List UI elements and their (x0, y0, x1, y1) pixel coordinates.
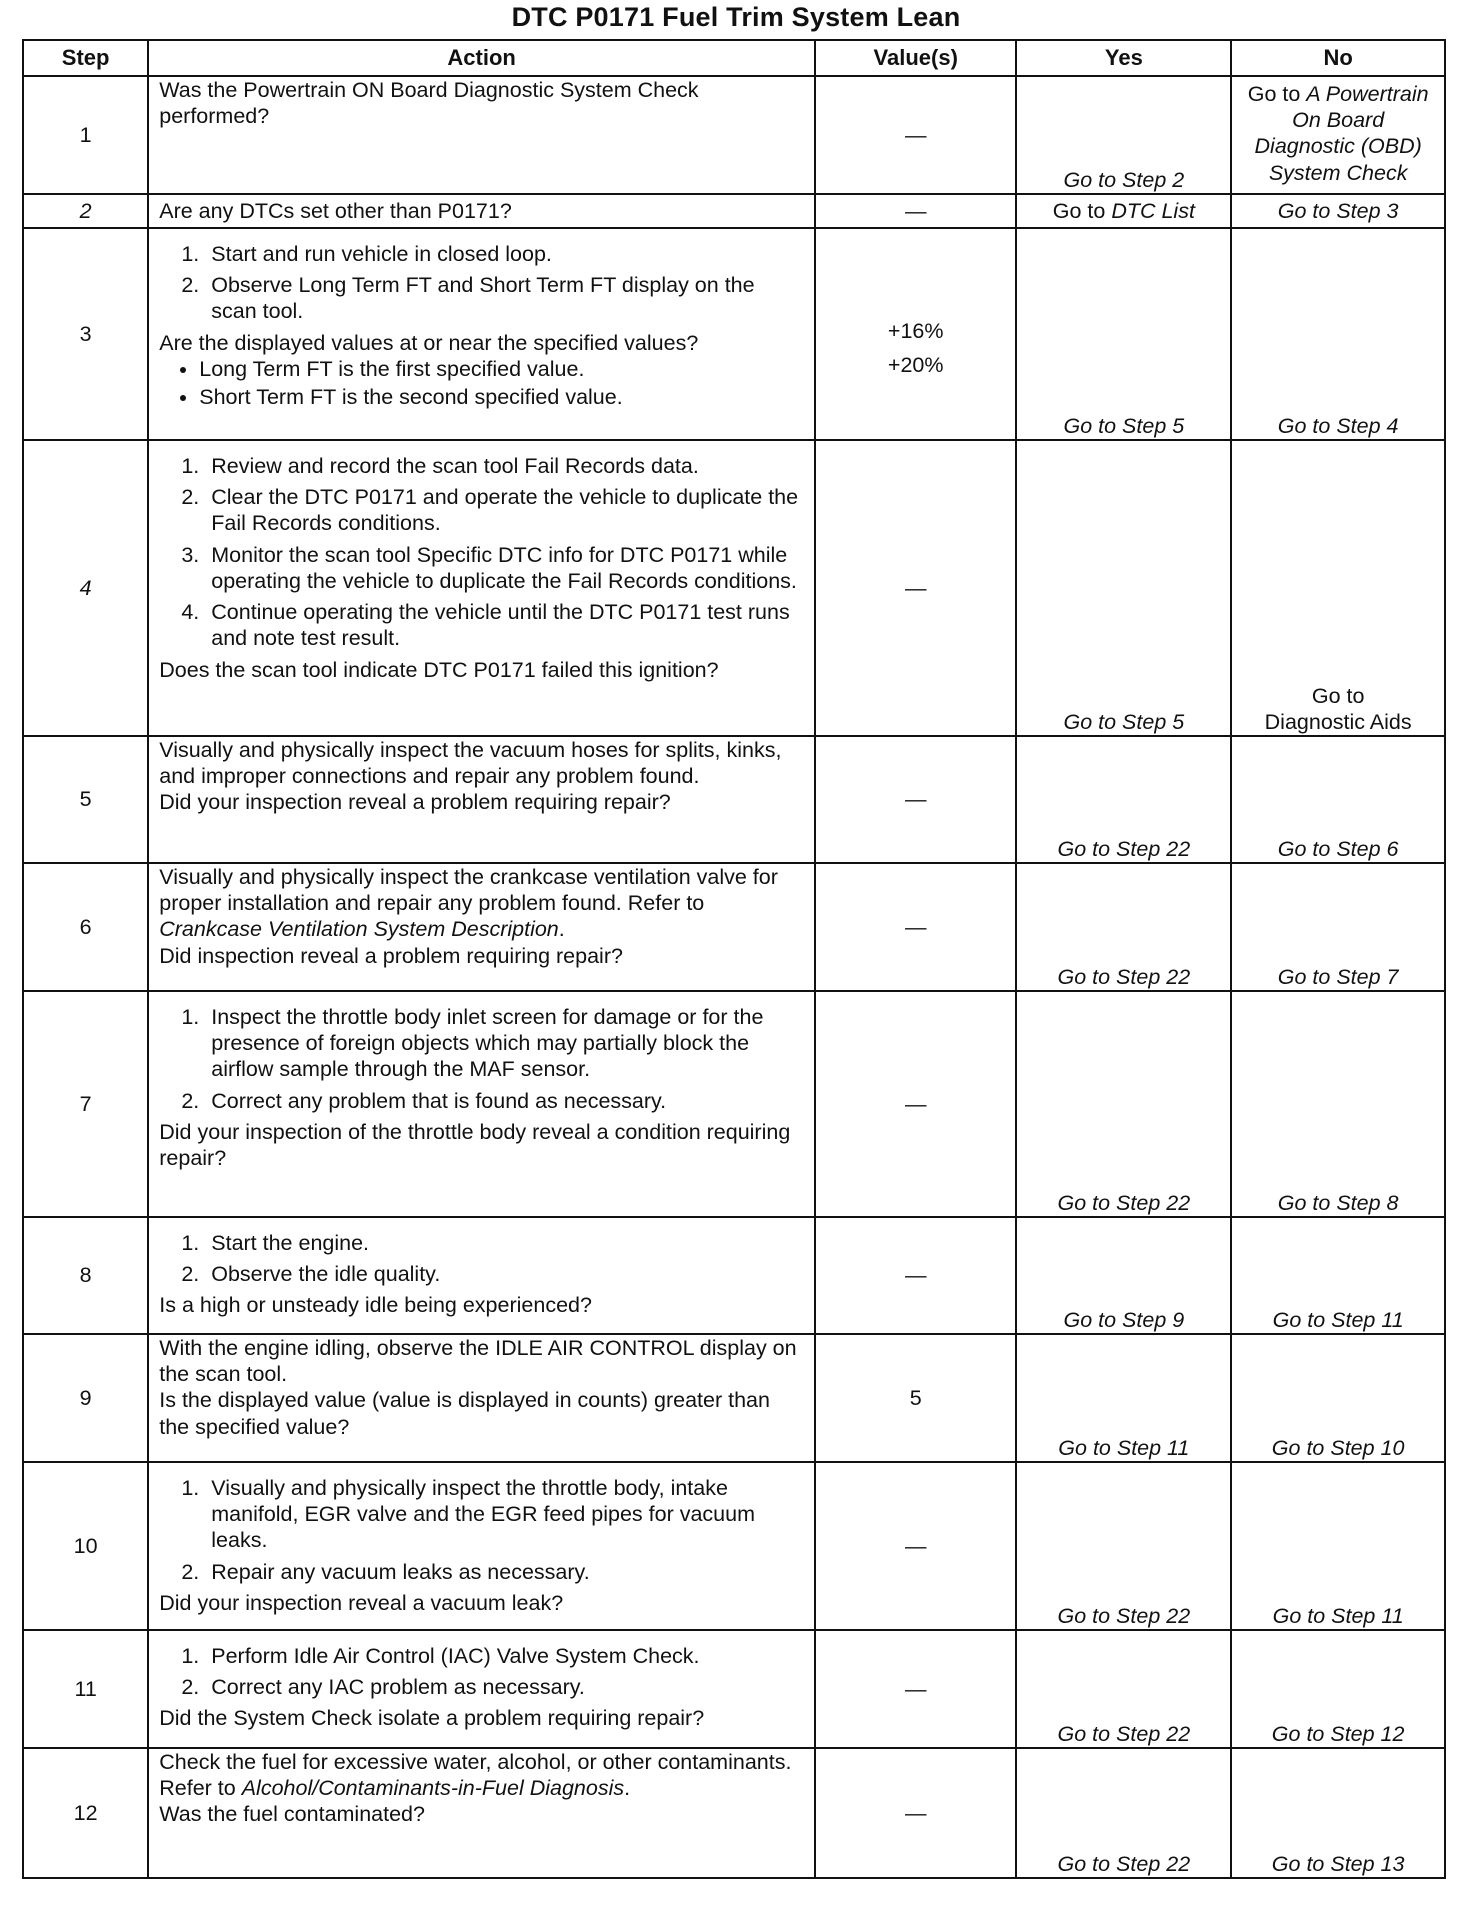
yes-cell: Go to Step 22 (1016, 1462, 1231, 1630)
value-cell: — (815, 194, 1016, 228)
yes-cell: Go to Step 22 (1016, 1748, 1231, 1878)
yes-cell: Go to Step 22 (1016, 736, 1231, 863)
value-cell: — (815, 1462, 1016, 1630)
step-number: 8 (23, 1217, 148, 1334)
value-cell: — (815, 736, 1016, 863)
yes-cell: Go to Step 22 (1016, 991, 1231, 1217)
no-cell: Go to Step 11 (1231, 1217, 1445, 1334)
instruction-item: 1. Perform Idle Air Control (IAC) Valve System Check. (205, 1643, 804, 1669)
table-row (23, 76, 1445, 194)
value-cell: — (815, 76, 1016, 194)
instruction-item: 1. Review and record the scan tool Fail Records data. (205, 453, 804, 479)
step-number: 3 (23, 228, 148, 440)
no-cell: Go to Step 11 (1231, 1462, 1445, 1630)
action-cell (148, 1630, 815, 1748)
step-number: 1 (23, 76, 148, 194)
instruction-item: 2. Observe Long Term FT and Short Term FT display on the scan tool. (205, 272, 804, 324)
table-header-row (23, 40, 1445, 76)
instruction-item: 4. Continue operating the vehicle until the DTC P0171 test runs and note test result. (205, 599, 804, 651)
instruction-list (159, 1475, 804, 1585)
instruction-item: 2. Repair any vacuum leaks as necessary. (205, 1559, 804, 1585)
step-number: 2 (23, 194, 148, 228)
header-step: Step (23, 40, 148, 76)
refer-suffix: . (558, 917, 565, 942)
yes-cell: Go to Step 9 (1016, 1217, 1231, 1334)
instruction-item: 1. Start the engine. (205, 1230, 804, 1256)
value-short-term-ft: +20% (887, 353, 944, 377)
no-link-obd-system-check: A Powertrain On Board Diagnostic (OBD) System Check (1254, 82, 1429, 185)
action-cell (148, 736, 815, 863)
value-cell: — (815, 1217, 1016, 1334)
table-row (23, 1334, 1445, 1462)
yes-cell (1016, 194, 1231, 228)
instruction-item: 2. Correct any problem that is found as necessary. (205, 1088, 804, 1114)
step-number: 12 (23, 1748, 148, 1878)
refer-suffix: . (624, 1776, 631, 1801)
action-cell (148, 194, 815, 228)
action-cell (148, 1334, 815, 1462)
table-row (23, 1462, 1445, 1630)
refer-prefix: Refer to (159, 1776, 242, 1801)
step-number: 9 (23, 1334, 148, 1462)
table-row (23, 1748, 1445, 1878)
no-cell: Go to Step 3 (1231, 194, 1445, 228)
instruction-item: 1. Visually and physically inspect the throttle body, intake manifold, EGR valve and the EGR feed pipes for vacuum leaks. (205, 1475, 804, 1554)
action-instruction (159, 1749, 804, 1801)
action-instruction: Visually and physically inspect the vacuum hoses for splits, kinks, and improper connections and repair any problem found. (159, 738, 782, 789)
action-question: Does the scan tool indicate DTC P0171 failed this ignition? (159, 657, 719, 682)
step-number: 5 (23, 736, 148, 863)
value-cell (815, 228, 1016, 440)
instruction-item: 2. Correct any IAC problem as necessary. (205, 1674, 804, 1700)
header-values: Value(s) (815, 40, 1016, 76)
step-number: 10 (23, 1462, 148, 1630)
table-row (23, 736, 1445, 863)
no-cell: Go to Step 8 (1231, 991, 1445, 1217)
yes-cell: Go to Step 11 (1016, 1334, 1231, 1462)
bullet-item: • Long Term FT is the first specified value. (199, 356, 804, 382)
action-question: Are the displayed values at or near the specified values? (159, 330, 699, 355)
step-number: 11 (23, 1630, 148, 1748)
action-cell (148, 863, 815, 991)
value-cell: — (815, 1630, 1016, 1748)
value-cell: — (815, 863, 1016, 991)
no-cell: Go to Step 4 (1231, 228, 1445, 440)
action-cell (148, 76, 815, 194)
no-cell (1231, 440, 1445, 736)
no-cell: Go to Step 12 (1231, 1630, 1445, 1748)
action-question: Is a high or unsteady idle being experienced? (159, 1293, 592, 1318)
action-cell (148, 1748, 815, 1878)
yes-link-dtc-list: DTC List (1111, 198, 1195, 223)
table-row (23, 863, 1445, 991)
instruction-list (159, 1643, 804, 1700)
reference-crankcase-ventilation: Crankcase Ventilation System Description (159, 917, 559, 942)
action-question: Did inspection reveal a problem requiring repair? (159, 943, 623, 968)
action-question: Did your inspection reveal a problem requiring repair? (159, 790, 671, 815)
instruction-list (159, 1004, 804, 1114)
table-row (23, 440, 1445, 736)
no-line-1: Go to (1311, 683, 1365, 708)
instruction-item: 2. Observe the idle quality. (205, 1261, 804, 1287)
bullet-item: • Short Term FT is the second specified value. (199, 384, 804, 410)
header-action: Action (148, 40, 815, 76)
action-cell (148, 991, 815, 1217)
page-title: DTC P0171 Fuel Trim System Lean (511, 2, 961, 32)
yes-cell: Go to Step 22 (1016, 1630, 1231, 1748)
value-cell: — (815, 440, 1016, 736)
reference-alcohol-contaminants: Alcohol/Contaminants-in-Fuel Diagnosis (241, 1776, 625, 1801)
yes-cell: Go to Step 22 (1016, 863, 1231, 991)
yes-cell: Go to Step 2 (1016, 76, 1231, 194)
diagnostic-table (22, 39, 1446, 1879)
refer-prefix: Refer to (627, 891, 705, 916)
step-number: 6 (23, 863, 148, 991)
action-question: Did the System Check isolate a problem requiring repair? (159, 1706, 705, 1731)
table-row (23, 228, 1445, 440)
instruction-list (159, 453, 804, 652)
action-instruction (159, 864, 804, 943)
instruction-text: Check the fuel for excessive water, alcohol, or other contaminants. (159, 1750, 792, 1774)
value-cell: — (815, 991, 1016, 1217)
header-yes: Yes (1016, 40, 1231, 76)
table-row (23, 991, 1445, 1217)
value-cell: — (815, 1748, 1016, 1878)
step-number: 7 (23, 991, 148, 1217)
no-prefix: Go to (1247, 82, 1307, 106)
value-cell: 5 (815, 1334, 1016, 1462)
action-cell (148, 228, 815, 440)
instruction-item: 2. Clear the DTC P0171 and operate the vehicle to duplicate the Fail Records conditions. (205, 484, 804, 536)
yes-cell: Go to Step 5 (1016, 228, 1231, 440)
no-cell: Go to Step 10 (1231, 1334, 1445, 1462)
action-question: Was the Powertrain ON Board Diagnostic System Check performed? (159, 78, 699, 129)
no-cell (1231, 76, 1445, 194)
no-cell: Go to Step 13 (1231, 1748, 1445, 1878)
action-cell (148, 1462, 815, 1630)
table-row (23, 194, 1445, 228)
instruction-list (159, 1230, 804, 1287)
action-question: Was the fuel contaminated? (159, 1802, 425, 1827)
table-row (23, 1217, 1445, 1334)
no-cell: Go to Step 7 (1231, 863, 1445, 991)
action-cell (148, 440, 815, 736)
action-cell (148, 1217, 815, 1334)
value-long-term-ft: +16% (887, 318, 944, 343)
instruction-item: 3. Monitor the scan tool Specific DTC info for DTC P0171 while operating the vehicle to duplicate the Fail Records conditions. (205, 542, 804, 594)
action-question: Did your inspection reveal a vacuum leak? (159, 1590, 564, 1615)
instruction-item: 1. Inspect the throttle body inlet screen for damage or for the presence of foreign objects which may partially block the airflow sample through the MAF sensor. (205, 1004, 804, 1083)
action-question: Are any DTCs set other than P0171? (159, 198, 512, 223)
step-number: 4 (23, 440, 148, 736)
action-instruction: With the engine idling, observe the IDLE AIR CONTROL display on the scan tool. (159, 1336, 797, 1387)
instruction-item: 1. Start and run vehicle in closed loop. (205, 241, 804, 267)
yes-prefix: Go to (1052, 198, 1112, 223)
action-question: Is the displayed value (value is displayed in counts) greater than the specified value? (159, 1388, 770, 1439)
no-line-2: Diagnostic Aids (1264, 709, 1412, 734)
header-no: No (1231, 40, 1445, 76)
instruction-text: Visually and physically inspect the crankcase ventilation valve for proper installation and repair any problem found. (159, 865, 778, 916)
action-question: Did your inspection of the throttle body reveal a condition requiring repair? (159, 1119, 791, 1171)
yes-cell: Go to Step 5 (1016, 440, 1231, 736)
bullet-list (159, 356, 804, 410)
table-row (23, 1630, 1445, 1748)
instruction-list (159, 241, 804, 325)
no-cell: Go to Step 6 (1231, 736, 1445, 863)
